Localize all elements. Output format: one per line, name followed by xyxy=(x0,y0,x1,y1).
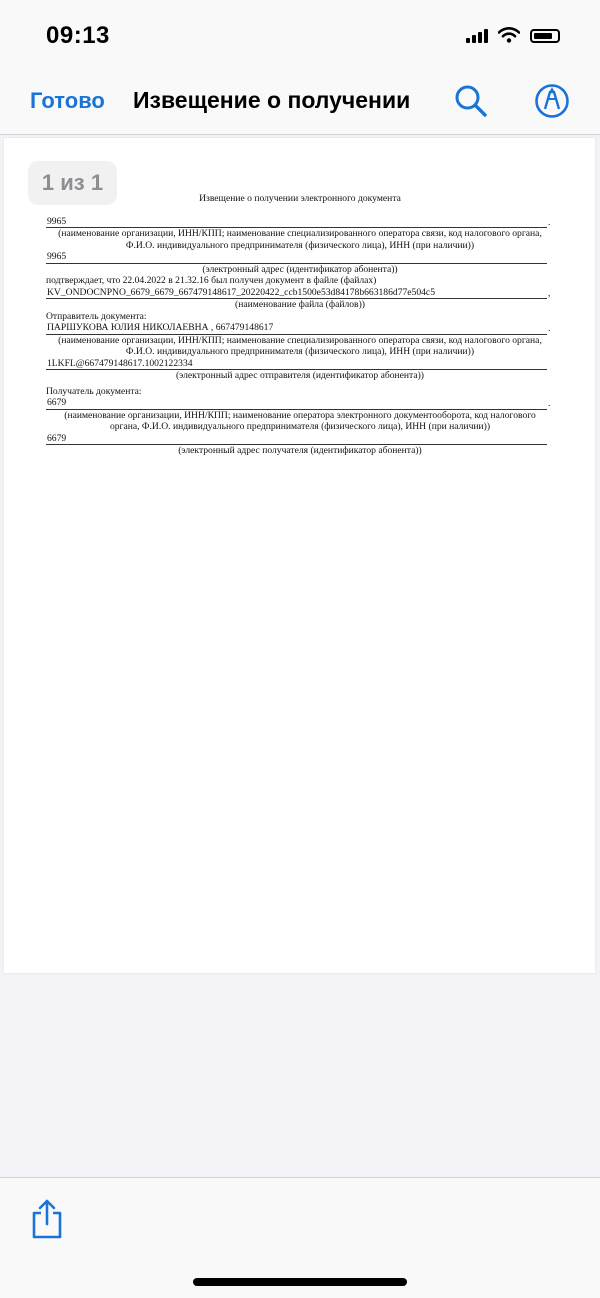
sender-value: ПАРШУКОВА ЮЛИЯ НИКОЛАЕВНА , 667479148617 xyxy=(46,322,547,335)
org-caption: (наименование организации, ИНН/КПП; наименование специализированного оператора связи, код налогового органа, Ф.И.О. индивидуального предпринимателя (физического лица), ИНН (при наличии)) xyxy=(58,228,542,251)
org-value: 9965 xyxy=(46,216,547,229)
page-title: Извещение о получении xyxy=(133,87,411,113)
confirm-text: подтверждает, что 22.04.2022 в 21.32.16 был получен документ в файле (файлах) xyxy=(46,275,377,286)
recipient-address-row xyxy=(46,433,554,446)
line-end: , xyxy=(548,287,551,299)
sender-address-value: 1LKFL@667479148617.1002122334 xyxy=(46,358,547,371)
document-title: Извещение о получении электронного документа xyxy=(199,193,401,204)
page-counter: 1 из 1 xyxy=(28,161,117,205)
status-bar xyxy=(0,0,600,70)
share-icon[interactable] xyxy=(28,1198,66,1240)
nav-bar xyxy=(0,70,600,135)
status-icons xyxy=(466,27,560,43)
line-end: . xyxy=(548,398,551,409)
battery-icon xyxy=(530,29,560,43)
sender-caption: (наименование организации, ИНН/КПП; наименование специализированного оператора связи, код налогового органа, Ф.И.О. индивидуального предпринимателя (физического лица), ИНН (при наличии)) xyxy=(58,334,542,357)
file-value: KV_ONDOCNPNO_6679_6679_667479148617_20220422_ccb1500e53d84178b663186d77e504c5 xyxy=(46,287,547,300)
sender-address-row xyxy=(46,358,554,371)
address-caption: (электронный адрес (идентификатор абонента)) xyxy=(202,263,398,275)
recipient-address-value: 6679 xyxy=(46,433,547,446)
status-time: 09:13 xyxy=(46,22,110,49)
sender-row xyxy=(46,322,554,335)
file-caption: (наименование файла (файлов)) xyxy=(235,299,365,310)
recipient-caption: (наименование организации, ИНН/КПП; наименование оператора электронного документооборота, код налогового органа, Ф.И.О. индивидуального предпринимателя (физического лица), ИНН (при наличии)) xyxy=(64,409,536,432)
done-button[interactable]: Готово xyxy=(30,88,105,113)
line-end: . xyxy=(548,216,551,228)
org-row xyxy=(46,216,554,229)
sender-label: Отправитель документа: xyxy=(46,310,147,322)
recipient-address-caption: (электронный адрес получателя (идентификатор абонента)) xyxy=(178,445,422,456)
markup-pen-icon[interactable] xyxy=(534,83,570,119)
address-row xyxy=(46,251,554,264)
recipient-value: 6679 xyxy=(46,397,547,410)
document-content xyxy=(46,193,554,457)
recipient-label: Получатель документа: xyxy=(46,385,142,397)
signal-icon xyxy=(466,27,488,43)
search-icon[interactable] xyxy=(454,84,488,118)
file-row xyxy=(46,287,554,300)
home-indicator xyxy=(193,1278,407,1286)
recipient-row xyxy=(46,397,554,410)
wifi-icon xyxy=(498,27,520,43)
sender-address-caption: (электронный адрес отправителя (идентификатор абонента)) xyxy=(175,370,424,381)
document-page[interactable] xyxy=(4,138,595,973)
line-end: . xyxy=(548,323,551,334)
address-value: 9965 xyxy=(46,251,547,264)
